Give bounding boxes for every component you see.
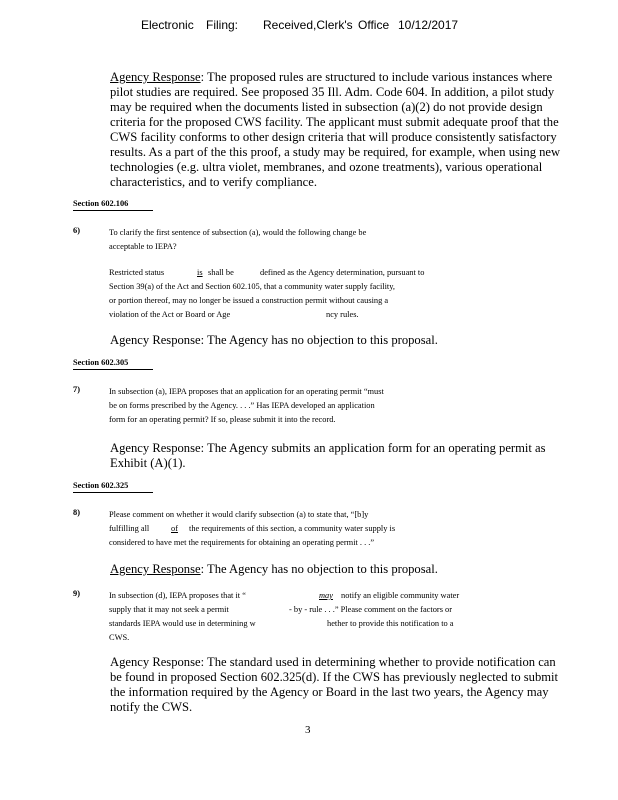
section-underline <box>73 210 153 211</box>
question-line: be on forms prescribed by the Agency. . . .” Has IEPA developed an application <box>109 401 375 410</box>
agency-response-2 <box>110 333 438 348</box>
agency-response-5 <box>110 655 558 715</box>
section-heading: Section 602.325 <box>73 481 129 490</box>
question-line: hether to provide this notification to a <box>327 619 454 628</box>
section-heading: Section 602.106 <box>73 199 129 208</box>
response-text-line: results. As a part of the this proof, a study may be required, for example, when using new <box>110 145 561 159</box>
response-label: Agency Response <box>110 441 201 455</box>
response-text-line: pilot studies are required. See proposed 35 Ill. Adm. Code 604. In addition, a pilot study <box>110 85 555 99</box>
response-text-line: notify the CWS. <box>110 700 193 714</box>
quote-text: defined as the Agency determination, pursuant to <box>260 268 425 277</box>
header-date: 10/12/2017 <box>398 18 459 32</box>
response-label: Agency Response <box>110 70 201 84</box>
question-line: notify an eligible community water <box>341 591 460 600</box>
page-number: 3 <box>305 724 311 736</box>
question-line: may <box>319 591 333 600</box>
response-text-line: Exhibit (A)(1). <box>110 456 186 470</box>
question-6-quote <box>109 266 425 322</box>
response-label: Agency Response <box>110 562 201 576</box>
question-line: standards IEPA would use in determining w <box>109 619 256 628</box>
question-line: In subsection (d), IEPA proposes that it “ <box>109 591 246 600</box>
response-text-line: technologies (e.g. ultra violet, membranes, and ozone treatments), various operational <box>110 160 543 174</box>
response-label: Agency Response <box>110 333 201 347</box>
response-text-line: may be required when the documents listed in subsection (a)(2) do not provide design <box>110 100 543 114</box>
response-text-line: : The Agency submits an application form for an operating permit as <box>200 441 546 455</box>
question-line: fulfilling all <box>109 524 150 533</box>
response-text-line: criteria for the proposed CWS facility. The applicant must submit adequate proof that the <box>110 115 559 129</box>
response-text-line: : The proposed rules are structured to include various instances where <box>200 70 553 84</box>
response-text-line: : The Agency has no objection to this proposal. <box>200 333 438 347</box>
header-received: Received,Clerk's <box>263 18 353 32</box>
header-electronic: Electronic <box>141 18 194 32</box>
question-9 <box>109 589 469 645</box>
question-line: In subsection (a), IEPA proposes that an application for an operating permit “must <box>109 387 384 396</box>
section-underline <box>73 369 153 370</box>
response-text-line: : The Agency has no objection to this proposal. <box>200 562 438 576</box>
header-filing: Filing: <box>206 18 239 32</box>
quote-text: shall be <box>208 268 234 277</box>
question-number: 9) <box>73 589 80 598</box>
question-number: 7) <box>73 385 80 394</box>
response-text-line: CWS facility conforms to other design criteria that will produce consistently satisfactory <box>110 130 557 144</box>
question-line: acceptable to IEPA? <box>109 242 177 251</box>
question-line: supply that it may not seek a permit <box>109 605 229 614</box>
response-label: Agency Response <box>110 655 201 669</box>
agency-response-3 <box>110 441 546 471</box>
question-number: 6) <box>73 226 80 235</box>
question-6 <box>109 226 366 254</box>
question-7 <box>109 385 384 427</box>
question-line: To clarify the first sentence of subsection (a), would the following change be <box>109 228 367 237</box>
quote-text: violation of the Act or Board or Age <box>109 310 231 319</box>
response-text-line: be found in proposed Section 602.325(d). If the CWS has previously neglected to submit <box>110 670 559 684</box>
question-line: - by - rule . . .” Please comment on the factors or <box>289 605 453 614</box>
question-line: considered to have met the requirements for obtaining an operating permit . . .” <box>109 538 375 547</box>
section-underline <box>73 492 153 493</box>
quote-text: Restricted status <box>109 268 165 277</box>
agency-response-1 <box>110 70 560 190</box>
agency-response-4 <box>110 562 438 577</box>
question-number: 8) <box>73 508 80 517</box>
header-office: Office <box>358 18 390 32</box>
quote-text: or portion thereof, may no longer be issued a construction permit without causing a <box>109 296 389 305</box>
question-line: the requirements of this section, a community water supply is <box>189 524 396 533</box>
section-heading: Section 602.305 <box>73 358 129 367</box>
response-text-line: : The standard used in determining whether to provide notification can <box>200 655 556 669</box>
question-line: Please comment on whether it would clarify subsection (a) to state that, “[b]y <box>109 510 369 519</box>
quote-text: is <box>197 268 203 277</box>
question-line: of <box>171 524 178 533</box>
response-text-line: characteristics, and to verify compliance. <box>110 175 318 189</box>
question-8 <box>109 508 396 550</box>
quote-text: ncy rules. <box>326 310 359 319</box>
question-line: form for an operating permit? If so, please submit it into the record. <box>109 415 336 424</box>
quote-text: Section 39(a) of the Act and Section 602.105, that a community water supply facility, <box>109 282 395 291</box>
response-text-line: the information required by the Agency or Board in the last two years, the Agency may <box>110 685 549 699</box>
question-line: CWS. <box>109 633 130 642</box>
